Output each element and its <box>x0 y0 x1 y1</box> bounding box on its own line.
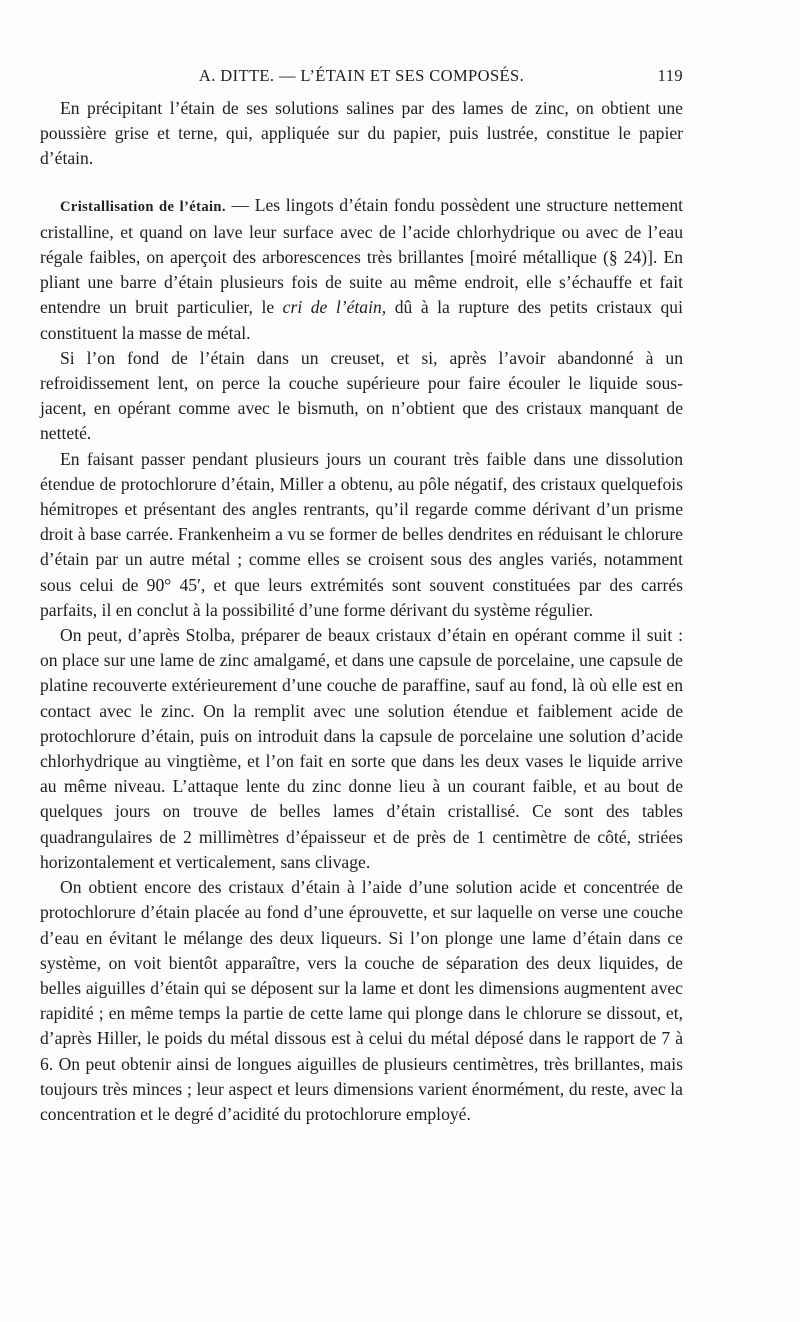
paragraph-crystallization-text: — Les lingots d’étain fondu possèdent une structure nettement cristalline, et quand on lave leur surface avec de l’acide chlorhydrique ou avec de l’eau régale faibles, on aperçoit des arborescences très brillantes [moiré métallique (§ 24)]. En pliant une barre d’étain plusieurs fois de suite au même endroit, elle s’échauffe et fait entendre un bruit particulier, le <box>40 194 684 318</box>
paragraph-stolba: On peut, d’après Stolba, préparer de beaux cristaux d’étain en opérant comme il suit : on place sur une lame de zinc amalgamé, et dans une capsule de porcelaine, une capsule de platine recouverte extérieurement d’une couche de paraffine, sauf au fond, là où elle est en contact avec le zinc. On la remplit avec une solution étendue et faiblement acide de protochlorure d’étain, puis on introduit dans la capsule de porcelaine une solution d’acide chlorhydrique au vingtième, et l’on fait en sorte que dans les deux vases le liquide arrive au même niveau. L’attaque lente du zinc donne lieu à un courant faible, et au bout de quelques jours on trouve de belles lames d’étain cristallisé. Ce sont des tables quadrangulaires de 2 millimètres d’épaisseur et de près de 1 centimètre de côté, striées horizontalement et verticalement, sans clivage. <box>40 625 683 872</box>
emphasis-cri-etain: cri de l’étain, <box>282 297 387 318</box>
section-heading: Cristallisation de l’étain. <box>60 198 226 215</box>
paragraph-miller: En faisant passer pendant plusieurs jours un courant très faible dans une dissolution étendue de protochlorure d’étain, Miller a obtenu, au pôle négatif, des cristaux quelquefois hémitropes et présentant des angles rentrants, qu’il regarde comme dérivant d’un prisme droit à base carrée. Frankenheim a vu se former de belles dendrites en réduisant le chlorure d’étain par un autre métal ; comme elles se croisent sous des angles variés, notamment sous celui de 90° 45′, et que leurs extrémités sont souvent constituées par des carrés parfaits, il en conclut à la possibilité d’une forme dérivant du système régulier. <box>40 448 683 620</box>
paragraph-crucible: Si l’on fond de l’étain dans un creuset, et si, après l’avoir abandonné à un refroidissement lent, on perce la couche supérieure pour faire écouler le liquide sous-jacent, en opérant comme avec le bismuth, on n’obtient que des cristaux manquant de netteté. <box>40 347 683 444</box>
paragraph-hiller: On obtient encore des cristaux d’étain à l’aide d’une solution acide et concentrée de protochlorure d’étain placée au fond d’une éprouvette, et sur laquelle on verse une couche d’eau en évitant le mélange des deux liqueurs. Si l’on plonge une lame d’étain dans ce système, on voit bientôt apparaître, vers la couche de séparation des deux liquides, de belles aiguilles d’étain qui se déposent sur la lame et dont les dimensions augmentent avec rapidité ; en même temps la partie de cette lame qui plonge dans le chlorure se dissout, et, d’après Hiller, le poids du métal dissous est à celui du métal déposé dans le rapport de 7 à 6. On peut obtenir ainsi de longues aiguilles de plusieurs centimètres, très brillantes, mais toujours très minces ; leur aspect et leurs dimensions varient énormément, du reste, avec la concentration et le degré d’acidité du protochlorure employé. <box>40 877 683 1124</box>
paragraph-crystallization <box>40 193 683 346</box>
paragraph-paper-tin: En précipitant l’étain de ses solutions salines par des lames de zinc, on obtient une poussière grise et terne, qui, appliquée sur du papier, puis lustrée, constitue le papier d’étain. <box>40 98 683 169</box>
page-number: 119 <box>657 66 683 85</box>
body-text <box>40 96 683 1127</box>
header-title: A. DITTE. — L’ÉTAIN ET SES COMPOSÉS. <box>198 66 525 85</box>
paragraph-crystallization-end: dû à la rupture des petits cristaux qui constituent la masse de métal. <box>40 297 683 343</box>
running-header <box>40 66 683 90</box>
